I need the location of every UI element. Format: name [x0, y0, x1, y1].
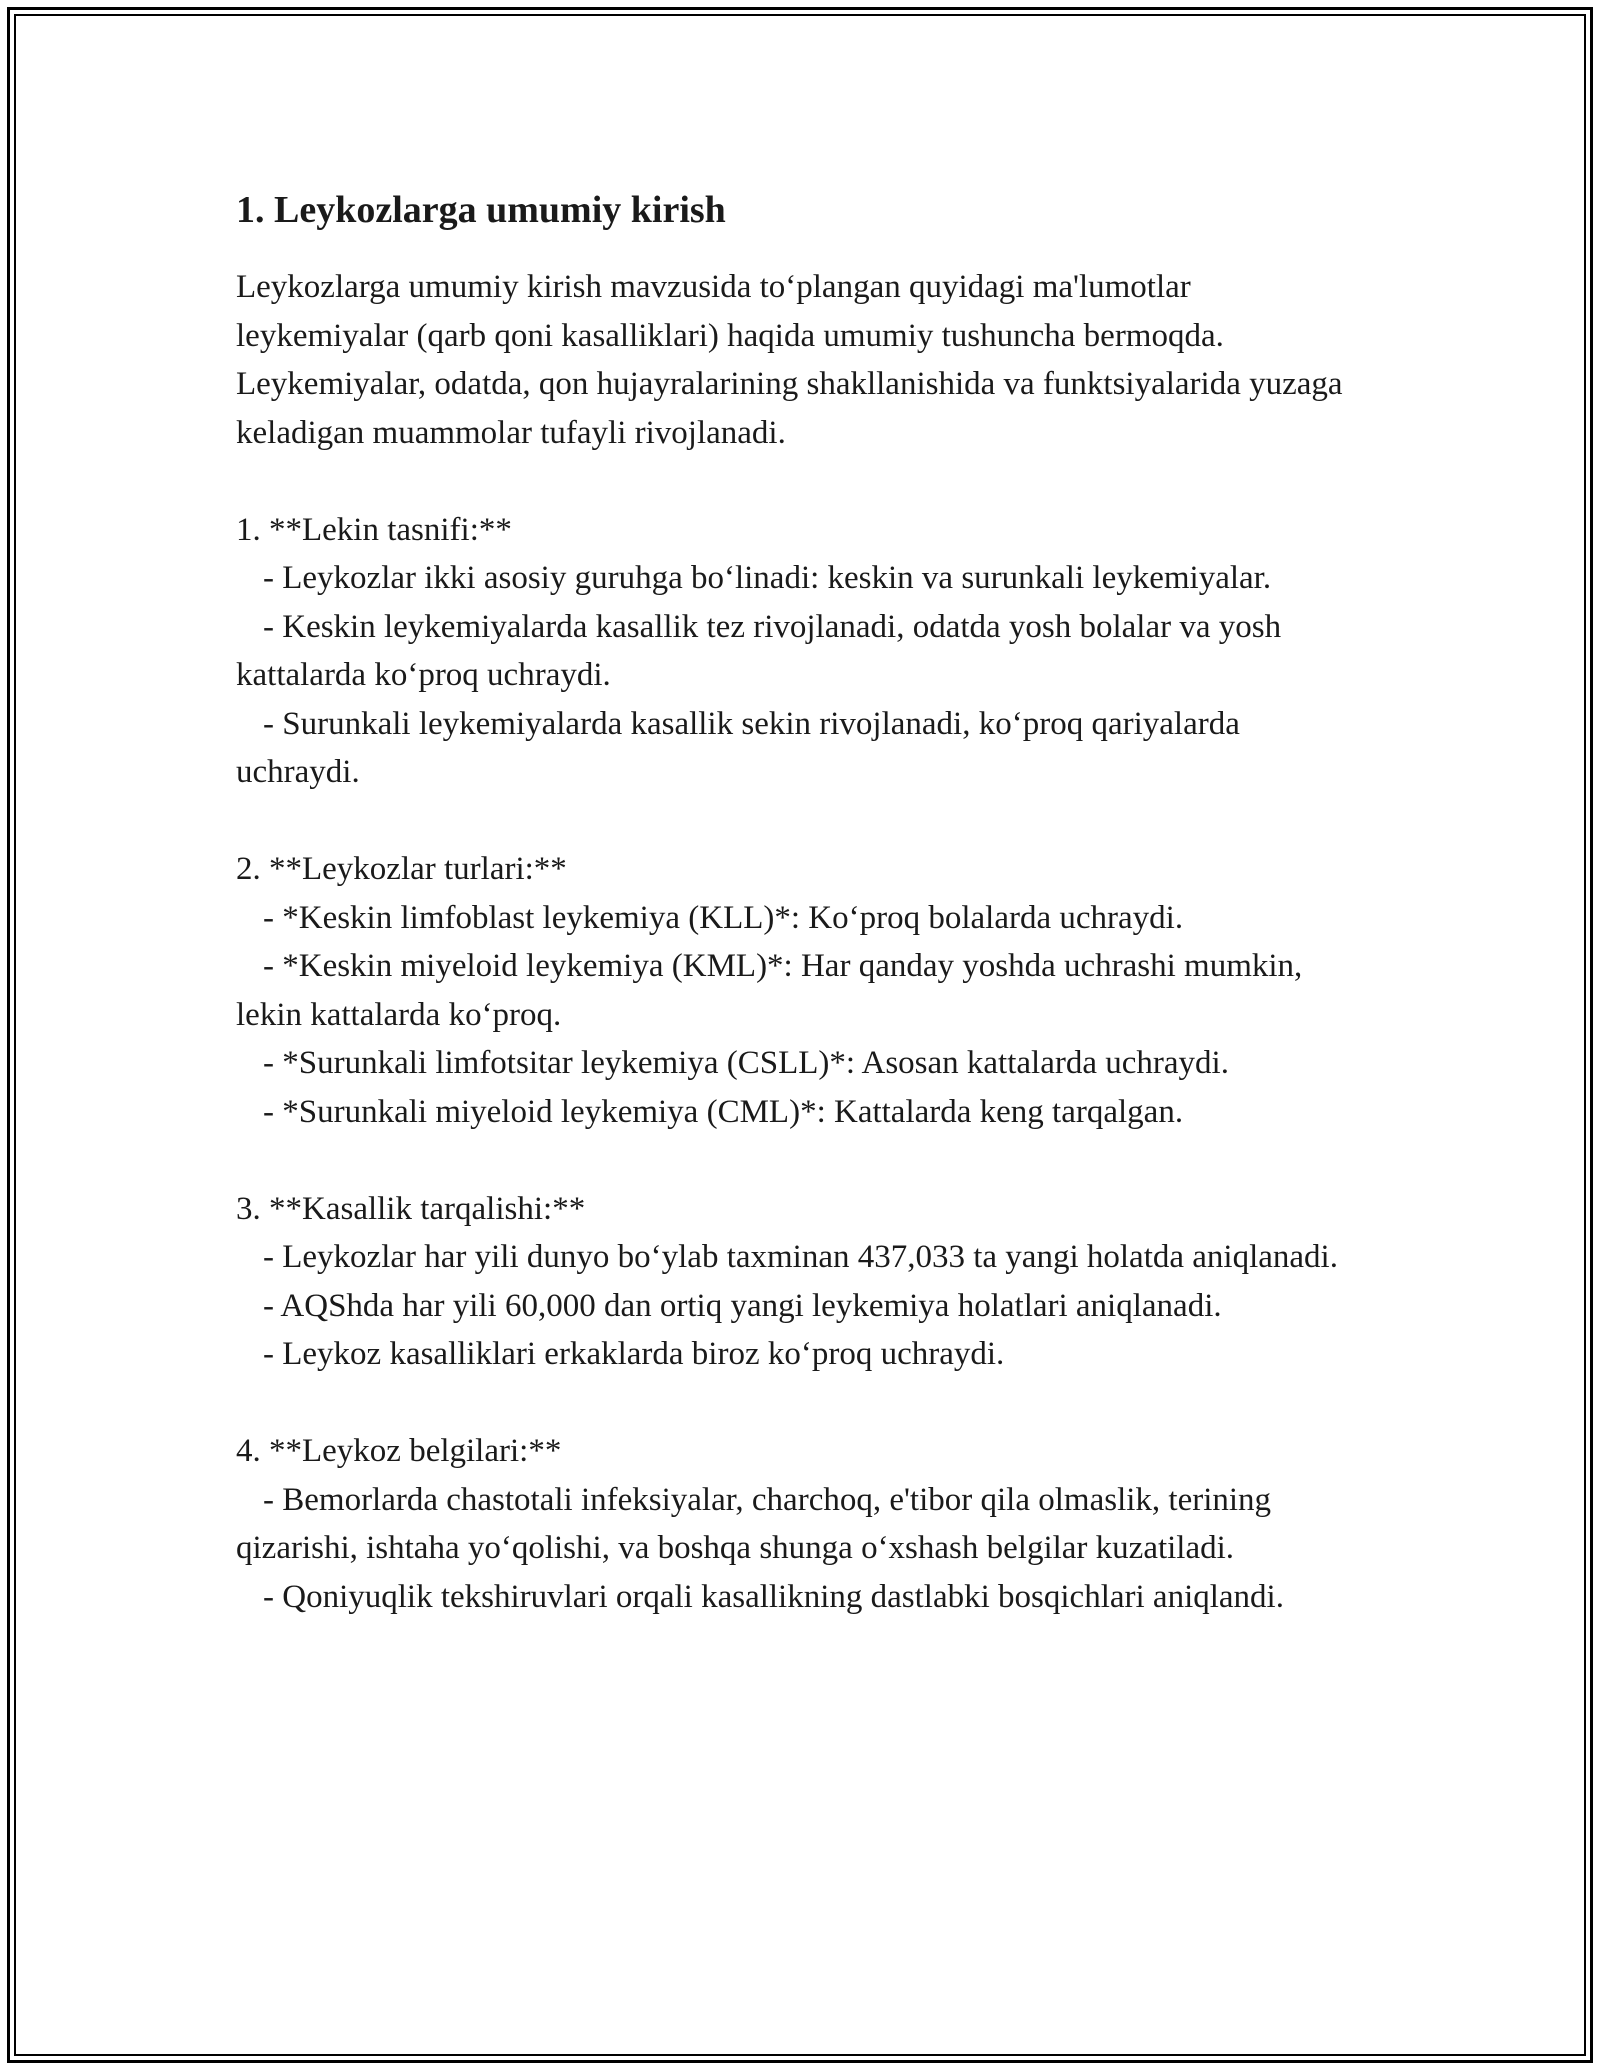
list-item: - Bemorlarda chastotali infeksiyalar, charchoq, e'tibor qila olmaslik, terining qizarishi, ishtaha yoʻqolishi, va boshqa shunga oʻxshash belgilar kuzatiladi. — [236, 1481, 1272, 1567]
list-item: - *Surunkali miyeloid leykemiya (CML)*: Kattalarda keng tarqalgan. — [263, 1093, 1184, 1130]
document-heading: 1. Leykozlarga umumiy kirish — [236, 189, 726, 231]
section-prevalence — [236, 1185, 1366, 1379]
section-classification — [236, 506, 1366, 797]
section-types — [236, 845, 1366, 1136]
spacer — [236, 1136, 1366, 1185]
section-title: 3. **Kasallik tarqalishi:** — [236, 1190, 586, 1227]
list-item: - Keskin leykemiyalarda kasallik tez rivojlanadi, odatda yosh bolalar va yosh kattalarda koʻproq uchraydi. — [236, 608, 1282, 694]
spacer — [236, 1379, 1366, 1428]
spacer — [236, 457, 1366, 506]
list-item: - Leykoz kasalliklari erkaklarda biroz koʻproq uchraydi. — [263, 1336, 1005, 1373]
list-item: - *Keskin limfoblast leykemiya (KLL)*: Koʻproq bolalarda uchraydi. — [263, 899, 1184, 936]
list-item: - AQShda har yili 60,000 dan ortiq yangi leykemiya holatlari aniqlanadi. — [263, 1287, 1222, 1324]
list-item: - *Surunkali limfotsitar leykemiya (CSLL)*: Asosan kattalarda uchraydi. — [263, 1045, 1229, 1082]
list-item: - Leykozlar har yili dunyo boʻylab taxminan 437,033 ta yangi holatda aniqlanadi. — [263, 1239, 1338, 1276]
document-body — [236, 186, 1366, 1621]
list-item: - Surunkali leykemiyalarda kasallik sekin rivojlanadi, koʻproq qariyalarda uchraydi. — [236, 705, 1240, 791]
section-title: 4. **Leykoz belgilari:** — [236, 1433, 562, 1470]
section-title: 2. **Leykozlar turlari:** — [236, 851, 567, 888]
section-title: 1. **Lekin tasnifi:** — [236, 511, 512, 548]
list-item: - Qoniyuqlik tekshiruvlari orqali kasallikning dastlabki bosqichlari aniqlandi. — [263, 1578, 1284, 1615]
intro-paragraph: Leykozlarga umumiy kirish mavzusida toʻplangan quyidagi ma'lumotlar leykemiyalar (qarb qoni kasalliklari) haqida umumiy tushuncha bermoqda. Leykemiyalar, odatda, qon hujayralarining shakllanishida va funktsiyalarida yuzaga keladigan muammolar tufayli rivojlanadi. — [236, 269, 1343, 451]
section-symptoms — [236, 1427, 1366, 1621]
list-item: - Leykozlar ikki asosiy guruhga boʻlinadi: keskin va surunkali leykemiyalar. — [263, 560, 1272, 597]
list-item: - *Keskin miyeloid leykemiya (KML)*: Har qanday yoshda uchrashi mumkin, lekin kattalarda koʻproq. — [236, 948, 1303, 1033]
spacer — [236, 797, 1366, 846]
